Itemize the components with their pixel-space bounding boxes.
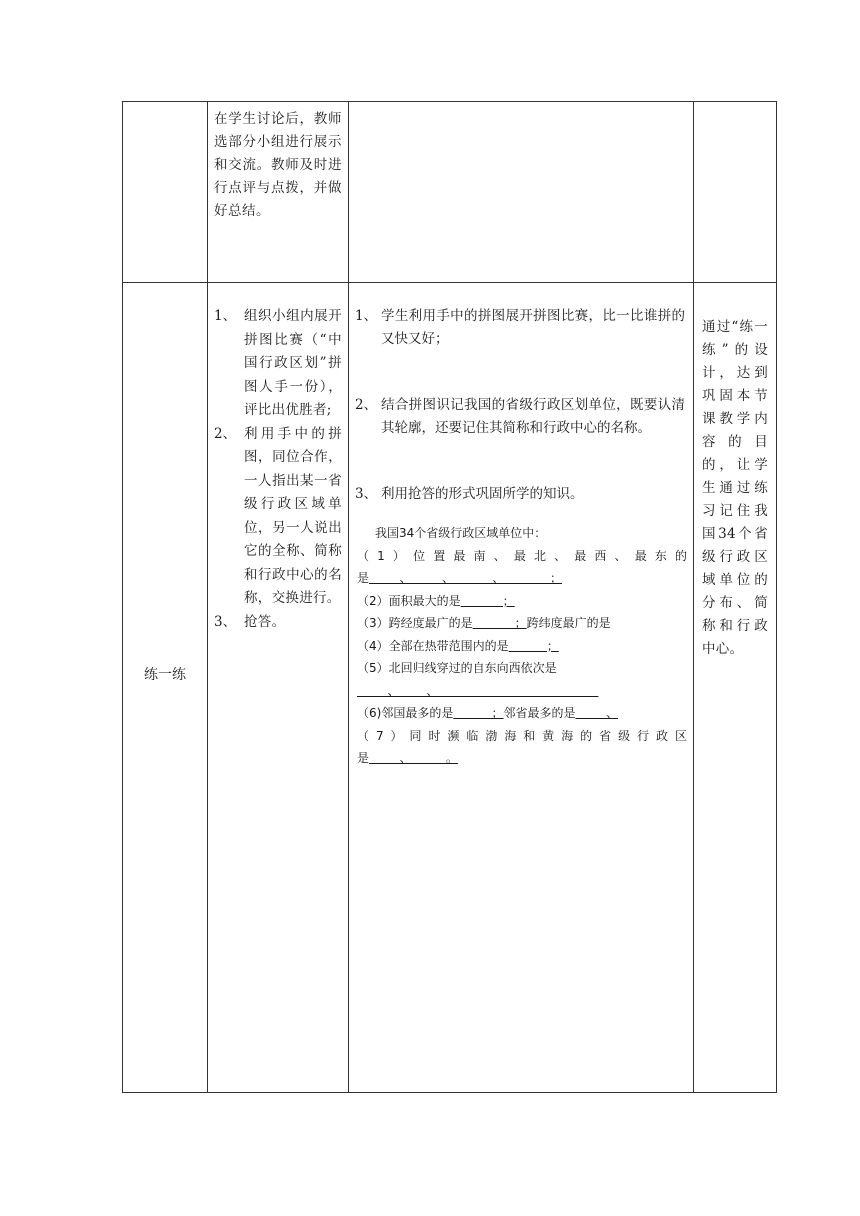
answer-blank: 、 、 [357, 683, 599, 698]
step-text: 抢答。 [244, 613, 286, 630]
activity-number: 3、 [355, 486, 378, 502]
list-item [214, 423, 342, 611]
teacher-activity-cell [208, 102, 349, 283]
quiz-question-2 [357, 590, 687, 613]
quiz-question-5-answer [357, 680, 687, 703]
step-number: 1、 [214, 308, 237, 324]
table-row [123, 283, 777, 1093]
activity-number: 1、 [355, 308, 378, 324]
student-activity-item [349, 305, 693, 351]
question-text: （2）面积最大的是 [357, 593, 461, 608]
quiz-question-5 [357, 657, 687, 680]
student-activity-item [349, 483, 693, 506]
step-number: 2、 [214, 425, 237, 442]
question-text: （3）跨经度最广的是 [357, 616, 473, 630]
design-aim-cell [694, 283, 777, 1093]
answer-blank: 、 [575, 706, 619, 720]
teacher-summary-text: 在学生讨论后，教师选部分小组进行展示和交流。教师及时进行点评与点拨，并做好总结。 [214, 111, 342, 219]
design-aim-cell [694, 102, 777, 283]
lesson-plan-table [122, 101, 777, 1093]
activity-text: 利用抢答的形式巩固所学的知识。 [381, 486, 584, 502]
answer-blank: ； [508, 638, 559, 653]
teacher-activity-cell [208, 283, 349, 1093]
question-text: （1）位置最南、最北、最西、最东的 [357, 548, 687, 563]
section-label: 练一练 [144, 666, 186, 683]
quiz-block [349, 522, 693, 770]
step-number: 3、 [214, 613, 237, 630]
answer-blank: ； [453, 706, 504, 720]
student-activity-cell [349, 283, 694, 1093]
question-text: 是 [357, 571, 370, 585]
design-aim-text: 通过“练一练”的设计，达到巩固本节课教学内容的目的，让学生通过练习记住我国34个省级行政区域单位的分布、简称和行政中心。 [702, 319, 768, 657]
list-item [214, 305, 342, 423]
section-label-cell [123, 283, 208, 1093]
teacher-steps-list [208, 305, 348, 634]
step-text: 组织小组内展开拼图比赛（“中国行政区划”拼图人手一份），评比出优胜者; [244, 308, 342, 418]
question-text: （7）同时濒临渤海和黄海的省级行政区 [357, 728, 687, 743]
answer-blank: 、 、 、 ； [369, 571, 562, 585]
section-label-cell [123, 102, 208, 283]
question-text: （6)邻国最多的是 [357, 706, 454, 720]
list-item [214, 611, 342, 635]
question-text: （5）北回归线穿过的自东向西依次是 [357, 661, 557, 675]
table-row [123, 102, 777, 283]
question-text: 邻省最多的是 [503, 706, 576, 720]
answer-blank: 、 。 [369, 751, 458, 765]
quiz-question-1-answer [357, 567, 687, 590]
quiz-heading: 我国34个省级行政区域单位中： [375, 526, 547, 540]
question-text: （4）全部在热带范围内的是 [357, 638, 509, 653]
student-activity-item [349, 394, 693, 440]
answer-blank: ； [460, 593, 515, 608]
answer-blank: ； [472, 616, 527, 630]
quiz-question-6 [357, 702, 687, 725]
activity-number: 2、 [355, 397, 378, 413]
student-activity-cell [349, 102, 694, 283]
activity-text: 学生利用手中的拼图展开拼图比赛，比一比谁拼的又快又好； [381, 308, 685, 347]
quiz-question-7-answer [357, 747, 687, 770]
question-text: 跨纬度最广的是 [526, 616, 611, 630]
quiz-question-4 [357, 635, 687, 658]
step-text: 利用手中的拼图，同位合作，一人指出某一省级行政区域单位，另一人说出它的全称、简称和行政中心的名称，交换进行。 [244, 425, 342, 606]
activity-text: 结合拼图识记我国的省级行政区划单位，既要认清其轮廓，还要记住其简称和行政中心的名称。 [381, 397, 685, 436]
quiz-question-7 [357, 725, 687, 748]
question-text: 是 [357, 751, 370, 765]
quiz-question-1 [357, 545, 687, 568]
quiz-question-3 [357, 612, 687, 635]
